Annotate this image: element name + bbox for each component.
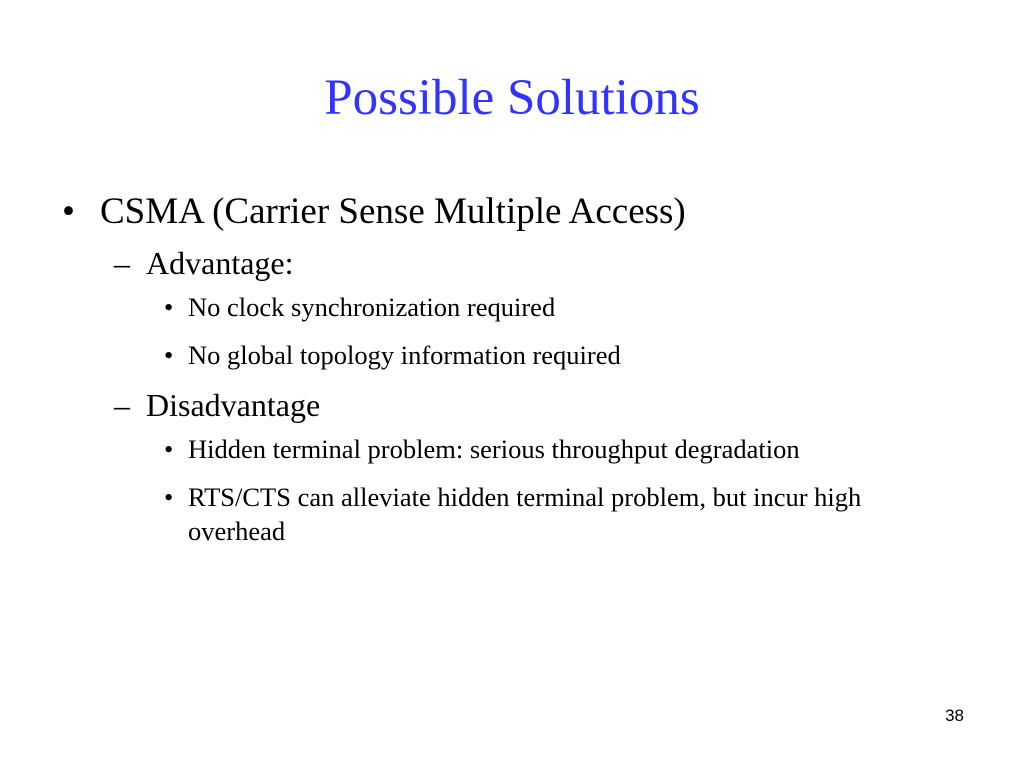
bullet-list	[62, 190, 962, 562]
point-hidden-terminal	[164, 432, 924, 466]
bullet-marker: •	[164, 340, 174, 370]
subbullet-text: Advantage:	[146, 245, 294, 281]
dash-marker: –	[114, 245, 130, 281]
point-text: No clock synchronization required	[188, 292, 556, 322]
page-number: 38	[945, 706, 964, 725]
point-text: RTS/CTS can alleviate hidden terminal problem, but incur high overhead	[188, 482, 862, 546]
bullet-marker: •	[164, 482, 174, 512]
point-no-clock-sync	[164, 290, 924, 324]
subbullet-advantage	[114, 244, 962, 282]
point-text: No global topology information required	[188, 340, 621, 370]
subbullet-disadvantage	[114, 386, 962, 424]
point-rts-cts	[164, 480, 924, 548]
bullet-marker: •	[164, 434, 174, 464]
dash-marker: –	[114, 387, 130, 423]
bullet-marker: •	[62, 191, 75, 232]
point-text: Hidden terminal problem: serious throughput degradation	[188, 434, 800, 464]
bullet-marker: •	[164, 292, 174, 322]
subbullet-text: Disadvantage	[146, 387, 321, 423]
bullet-csma	[62, 190, 962, 234]
point-no-topology-info	[164, 338, 924, 372]
bullet-text: CSMA (Carrier Sense Multiple Access)	[100, 191, 686, 232]
slide-title: Possible Solutions	[324, 70, 700, 126]
